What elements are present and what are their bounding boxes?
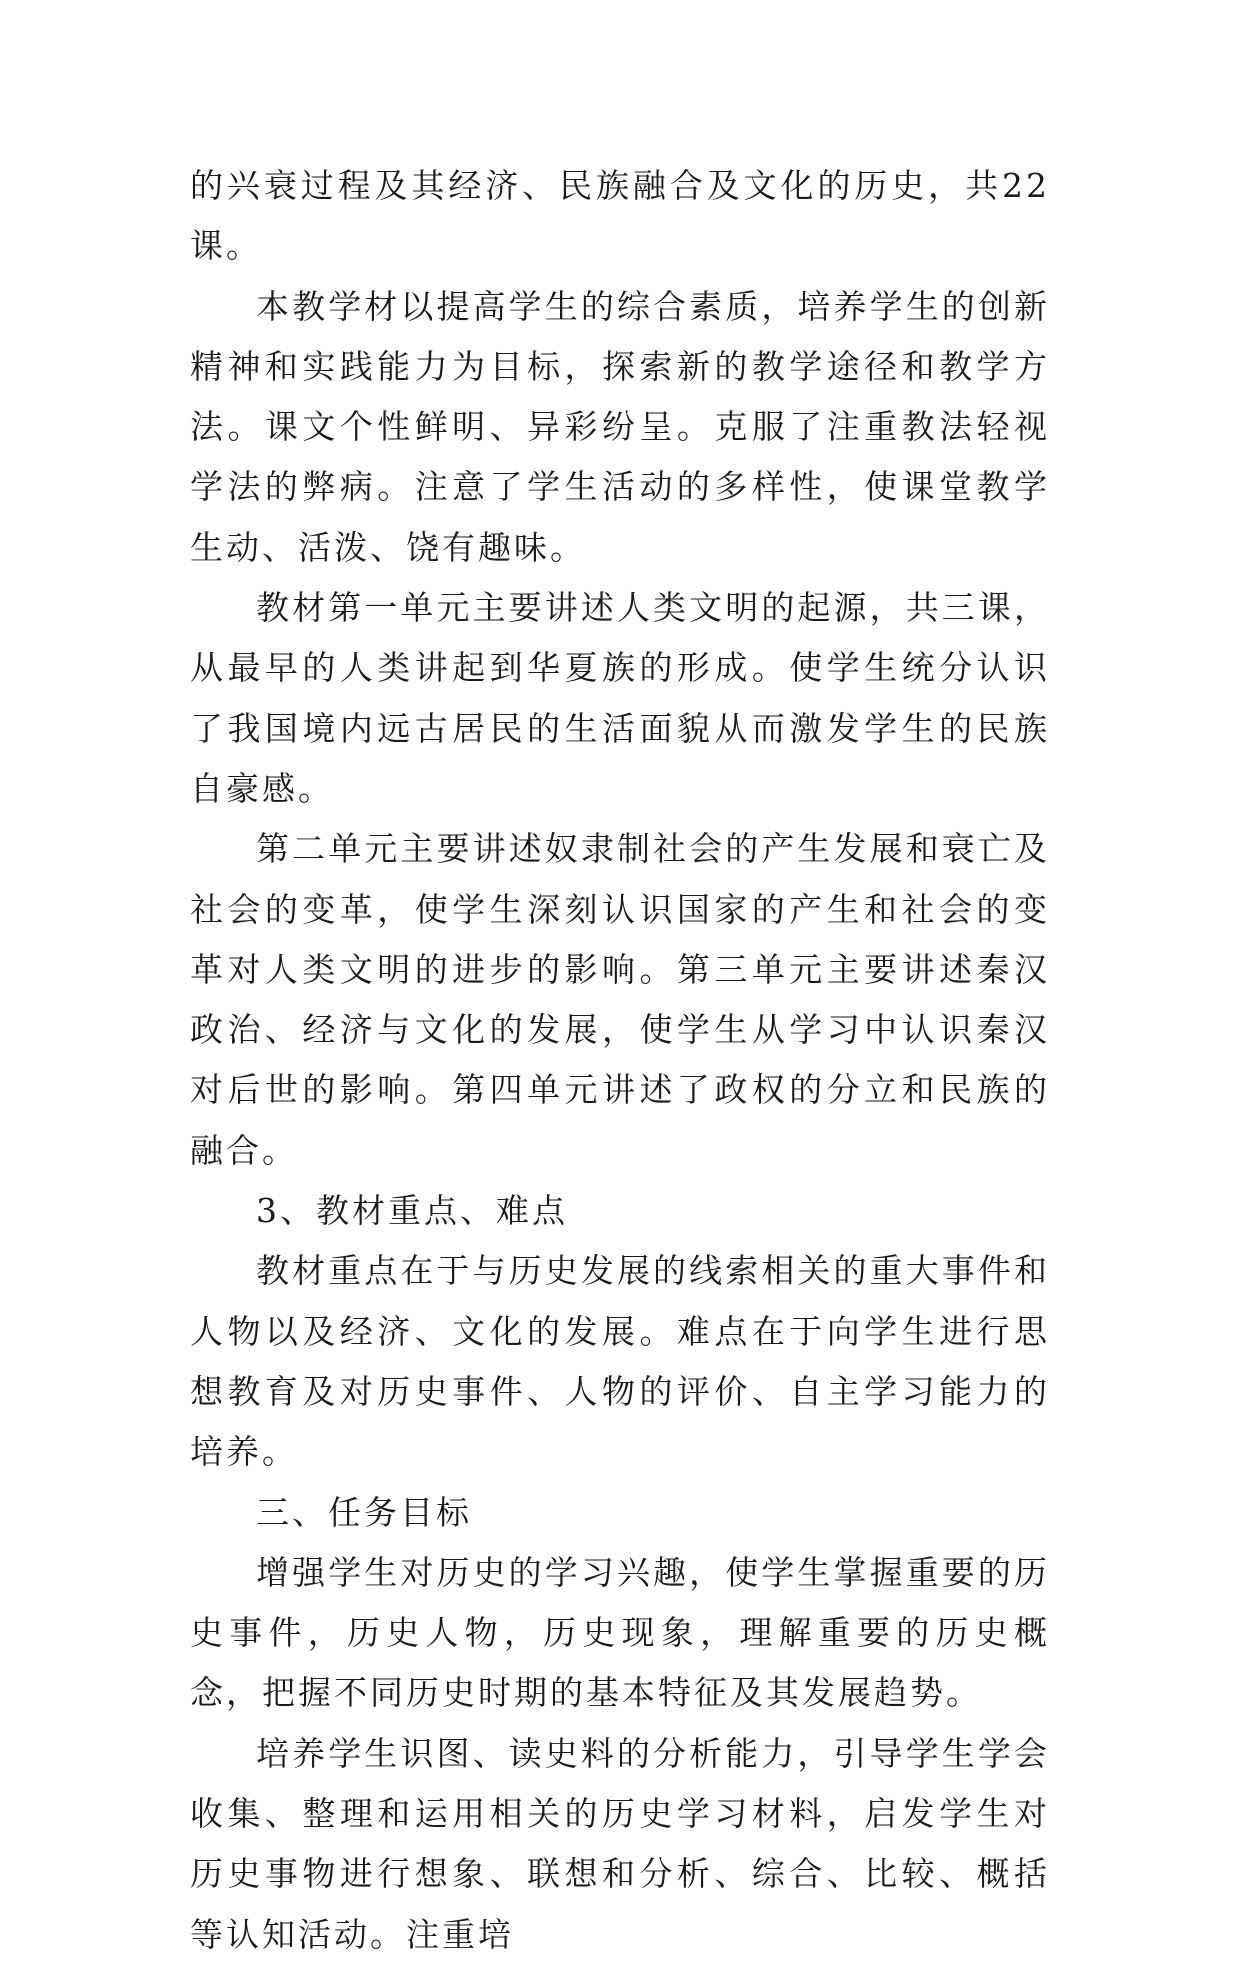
paragraph-objective-skills: 培养学生识图、读史料的分析能力，引导学生学会收集、整理和运用相关的历史学习材料，启发学生对历史事物进行想象、联想和分析、综合、比较、概括等认知活动。注重培 bbox=[190, 1733, 1050, 1954]
paragraph-units-two-to-four: 第二单元主要讲述奴隶制社会的产生发展和衰亡及社会的变革，使学生深刻认识国家的产生和社会的变革对人类文明的进步的影响。第三单元主要讲述秦汉政治、经济与文化的发展，使学生从学习中认识秦汉对后世的影响。第四单元讲述了政权的分立和民族的融合。 bbox=[190, 829, 1050, 1170]
heading-task-objectives: 三、任务目标 bbox=[256, 1492, 472, 1532]
heading-key-points: 3、教材重点、难点 bbox=[256, 1191, 568, 1231]
paragraph-continuation: 的兴衰过程及其经济、民族融合及文化的历史，共22课。 bbox=[190, 166, 1050, 266]
paragraph-unit-one: 教材第一单元主要讲述人类文明的起源，共三课，从最早的人类讲起到华夏族的形成。使学生统分认识了我国境内远古居民的生活面貌从而激发学生的民族自豪感。 bbox=[190, 588, 1050, 808]
paragraph-key-points: 教材重点在于与历史发展的线索相关的重大事件和人物以及经济、文化的发展。难点在于向学生进行思想教育及对历史事件、人物的评价、自主学习能力的培养。 bbox=[190, 1251, 1050, 1472]
document-body bbox=[190, 156, 1050, 1965]
paragraph-textbook-goals: 本教学材以提高学生的综合素质，培养学生的创新精神和实践能力为目标，探索新的教学途径和教学方法。课文个性鲜明、异彩纷呈。克服了注重教法轻视学法的弊病。注意了学生活动的多样性，使课堂教学生动、活泼、饶有趣味。 bbox=[190, 286, 1050, 567]
paragraph-objective-interest: 增强学生对历史的学习兴趣，使学生掌握重要的历史事件，历史人物，历史现象，理解重要的历史概念，把握不同历史时期的基本特征及其发展趋势。 bbox=[190, 1552, 1050, 1713]
